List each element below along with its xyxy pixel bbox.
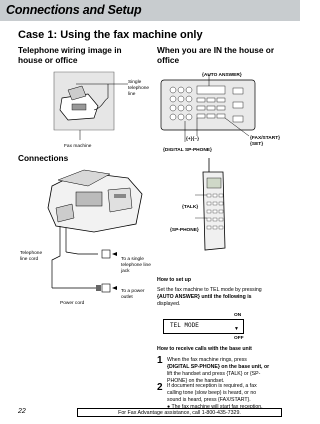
setup-text-2: {AUTO ANSWER} until the following is (157, 294, 252, 300)
setup-instructions (157, 287, 262, 308)
connections-heading: Connections (18, 153, 69, 163)
header-title: Connections and Setup (6, 3, 142, 17)
auto-answer-label: {AUTO ANSWER} (202, 73, 242, 78)
jack-text-3: jack (121, 269, 130, 274)
step-2-text (167, 383, 263, 411)
lcd-arrow-icon: ▼ (234, 326, 239, 332)
receive-heading: How to receive calls with the base unit (157, 346, 252, 352)
step-1-line-2: {DIGITAL SP-PHONE} on the base unit, or (167, 364, 270, 370)
digital-sp-phone-label: {DIGITAL SP-PHONE} (163, 148, 212, 153)
fax-start-set-label (250, 136, 280, 148)
lcd-off-label: OFF (234, 336, 244, 341)
setup-text-3: displayed. (157, 301, 181, 307)
outlet-text-1: To a power (121, 289, 145, 294)
outlet-text-2: outlet (121, 295, 133, 300)
step-1-line-1: When the fax machine rings, press (167, 357, 247, 363)
single-line-text-1: Single (128, 80, 142, 85)
fax-start-text: {FAX/START} (250, 136, 281, 141)
set-text: {SET} (250, 142, 264, 147)
jack-text-2: telephone line (121, 263, 151, 268)
setup-text-1: Set the fax machine to TEL mode by pressing (157, 287, 262, 293)
in-house-heading (157, 45, 274, 65)
setup-heading: How to set up (157, 277, 192, 283)
step-1-line-3: lift the handset and press {TALK} or {SP- (167, 371, 261, 377)
step-1-line-4: PHONE} on the handset. (167, 378, 225, 384)
case-title: Case 1: Using the fax machine only (18, 29, 203, 41)
in-house-heading-line-2: office (157, 55, 180, 65)
sp-phone-label: {SP-PHONE} (170, 228, 199, 233)
in-house-heading-line-1: When you are IN the house or (157, 45, 275, 55)
power-outlet-label (121, 289, 144, 301)
tel-cord-text-2: line cord (20, 257, 39, 262)
step-2-line-2: calling tone (slow beep) is heard, or no (167, 390, 257, 396)
jack-text-1: To a single (121, 257, 144, 262)
plus-minus-label: {+}{–} (186, 137, 199, 142)
lcd-display (163, 319, 244, 334)
lcd-text: TEL MODE (170, 322, 199, 329)
base-unit-panel (157, 80, 257, 140)
wiring-heading-line-1: Telephone wiring image in (18, 45, 122, 55)
handset-illustration (199, 158, 229, 258)
wiring-heading (18, 45, 122, 65)
telephone-line-cord-label (20, 251, 42, 263)
wiring-heading-line-2: house or office (18, 55, 78, 65)
lcd-on-label: ON (234, 313, 242, 318)
power-cord-label: Power cord (60, 301, 85, 306)
footer-assistance: For Fax Advantage assistance, call 1-800-435-7329. (77, 408, 282, 417)
fax-machine-label: Fax machine (64, 144, 92, 149)
talk-label: {TALK} (182, 205, 199, 210)
phone-jack-label (121, 257, 151, 275)
connections-illustration (18, 168, 148, 303)
page-number: 22 (18, 408, 26, 415)
step-2-line-3: sound is heard, press {FAX/START}. (167, 397, 251, 403)
bullet-icon: ● (167, 404, 171, 410)
step-1-text (167, 357, 269, 385)
single-line-text-2: telephone (128, 86, 150, 91)
step-2-line-1: If document reception is required, a fax (167, 383, 257, 389)
step-2-number: 2 (157, 382, 163, 393)
step-2-bullet-text: The fax machine will start fax reception. (171, 404, 263, 410)
single-line-label (128, 80, 149, 98)
tel-cord-text-1: Telephone (20, 251, 43, 256)
single-line-text-3: line (128, 92, 136, 97)
step-1-number: 1 (157, 355, 163, 366)
